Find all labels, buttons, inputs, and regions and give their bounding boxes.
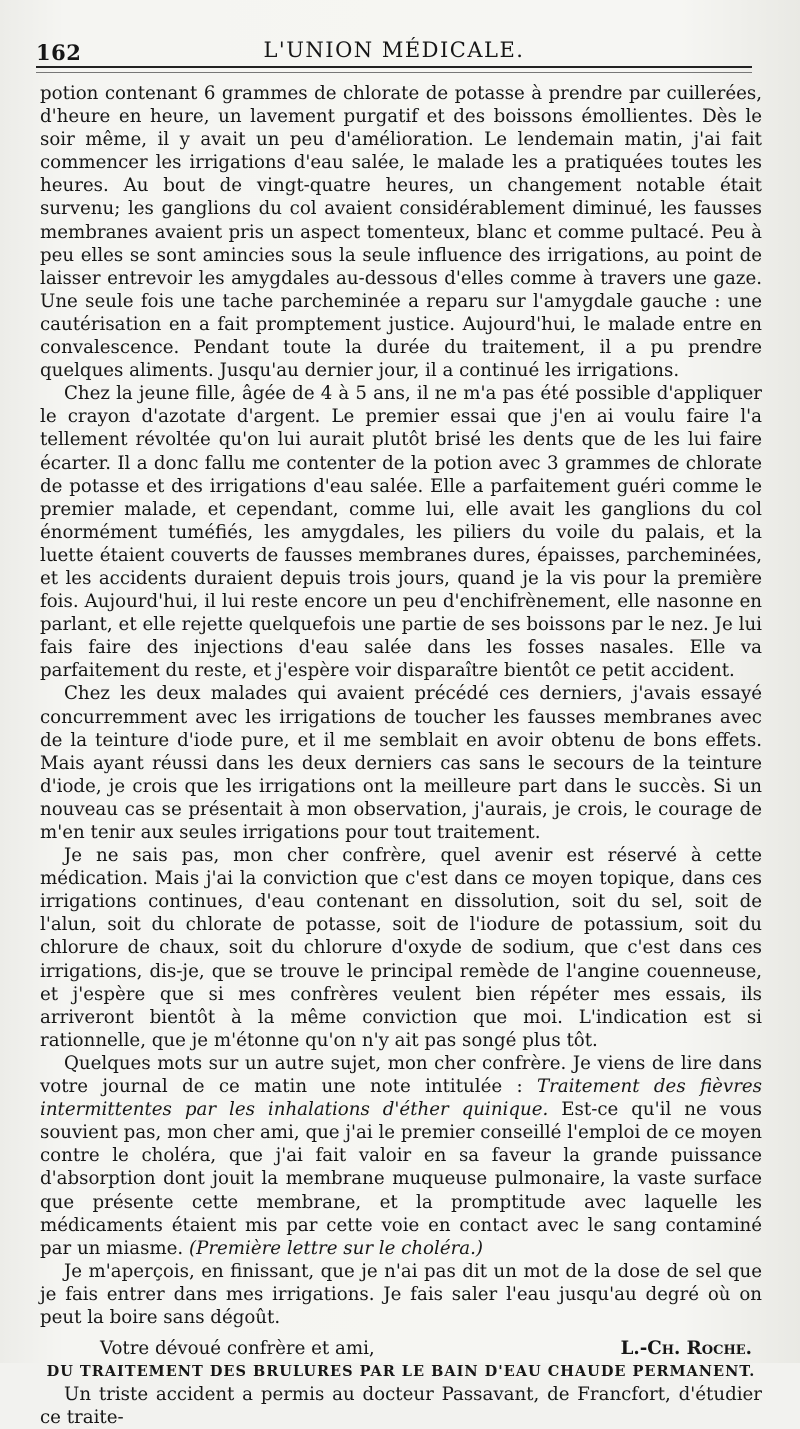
signoff xyxy=(40,1337,762,1360)
citation: (Première lettre sur le choléra.) xyxy=(188,1237,484,1259)
cited-title: Traitement des fièvres intermittentes par les inhalations d'éther quinique. xyxy=(40,1076,762,1121)
signature: L.-Ch. Roche. xyxy=(620,1338,752,1360)
paragraph: potion contenant 6 grammes de chlorate de potasse à prendre par cuillerées, d'heure en heure, un lavement purgatif et des boissons émollientes. Dès le soir même, il y avait un peu d'amélioration. Le lendemain matin, j'ai fait commencer les irrigations d'eau salée, le malade les a pratiquées toutes les heures. Au bout de vingt-quatre heures, un changement notable était survenu; les ganglions du col avaient considérablement diminué, les fausses membranes avaient pris un aspect tomenteux, blanc et comme pultacé. Peu à peu elles se sont amincies sous la seule influence des irrigations, au point de laisser entrevoir les amygdales au-dessous d'elles comme à travers une gaze. Une seule fois une tache parcheminée a reparu sur l'amygdale gauche : une cautérisation en a fait promptement justice. Aujourd'hui, le malade entre en convalescence. Pendant toute la durée du traitement, il a pu prendre quelques aliments. Jusqu'au dernier jour, il a continué les irrigations. xyxy=(40,83,762,382)
text-run: Est-ce qu'il ne vous souvient pas, mon cher ami, que j'ai le premier conseillé l'emploi de ce moyen contre le choléra, que j'ai fait valoir en sa faveur la grande puissance d'absorption dont jouit la membrane muqueuse pulmonaire, la vaste surface que présente cette membrane, et la promptitude avec laquelle les médicaments étaient mis par cette voie en contact avec le sang contaminé par un miasme. xyxy=(40,1099,762,1259)
section-heading: DU TRAITEMENT DES BRULURES PAR LE BAIN D'EAU CHAUDE PERMANENT. xyxy=(46,1363,756,1381)
paragraph xyxy=(40,1052,762,1260)
running-head: L'UNION MÉDICALE. xyxy=(263,38,525,62)
paragraph: Chez les deux malades qui avaient précédé ces derniers, j'avais essayé concurremment avec les irrigations de toucher les fausses membranes avec de la teinture d'iode pure, et il me semblait en avoir obtenu de bons effets. Mais ayant réussi dans les deux derniers cas sans le secours de la teinture d'iode, je crois que les irrigations ont la meilleure part dans le succès. Si un nouveau cas se présentait à mon observation, j'aurais, je crois, le courage de m'en tenir aux seules irrigations pour tout traitement. xyxy=(40,683,762,843)
closing-line: Votre dévoué confrère et ami, xyxy=(100,1338,375,1360)
paragraph: Je ne sais pas, mon cher confrère, quel avenir est réservé à cette médication. Mais j'ai la conviction que c'est dans ce moyen topique, dans ces irrigations continues, d'eau contenant en dissolution, soit du sel, soit de l'alun, soit du chlorate de potasse, soit de l'iodure de potassium, soit du chlorure de chaux, soit du chlorure d'oxyde de sodium, que c'est dans ces irrigations, dis-je, que se trouve le principal remède de l'angine couenneuse, et j'espère que si mes confrères veulent bien répéter mes essais, ils arriveront bientôt à la même conviction que moi. L'indication est si rationnelle, que je m'étonne qu'on n'y ait pas songé plus tôt. xyxy=(40,845,762,1051)
paragraph: Je m'aperçois, en finissant, que je n'ai pas dit un mot de la dose de sel que je fais entrer dans mes irrigations. Je fais saler l'eau jusqu'au degré où on peut la boire sans dégoût. xyxy=(40,1260,762,1328)
page-number: 162 xyxy=(36,40,82,65)
paragraph: Un triste accident a permis au docteur Passavant, de Francfort, d'étudier ce traite- xyxy=(40,1384,762,1429)
article-body xyxy=(40,82,762,1429)
page-header xyxy=(36,34,752,68)
text-run: Quelques mots sur un autre sujet, mon cher confrère. Je viens de lire dans votre journal de ce matin une note intitulée : xyxy=(40,1052,762,1098)
paragraph: Chez la jeune fille, âgée de 4 à 5 ans, il ne m'a pas été possible d'appliquer le crayon d'azotate d'argent. Le premier essai que j'en ai voulu faire l'a tellement révoltée qu'on lui aurait plutôt brisé les dents que de les lui faire écarter. Il a donc fallu me contenter de la potion avec 3 grammes de chlorate de potasse et des irrigations d'eau salée. Elle a parfaitement guéri comme le premier malade, et cependant, comme lui, elle avait les ganglions du col énormément tuméfiés, les amygdales, les piliers du voile du palais, et la luette étaient couverts de fausses membranes dures, épaisses, parcheminées, et les accidents duraient depuis trois jours, quand je la vis pour la première fois. Aujourd'hui, il lui reste encore un peu d'enchifrènement, elle nasonne en parlant, et elle rejette quelquefois une partie de ses boissons par le nez. Je lui fais faire des injections d'eau salée dans les fosses nasales. Elle va parfaitement du reste, et j'espère voir disparaître bientôt ce petit accident. xyxy=(40,383,762,682)
header-rule xyxy=(36,72,752,73)
